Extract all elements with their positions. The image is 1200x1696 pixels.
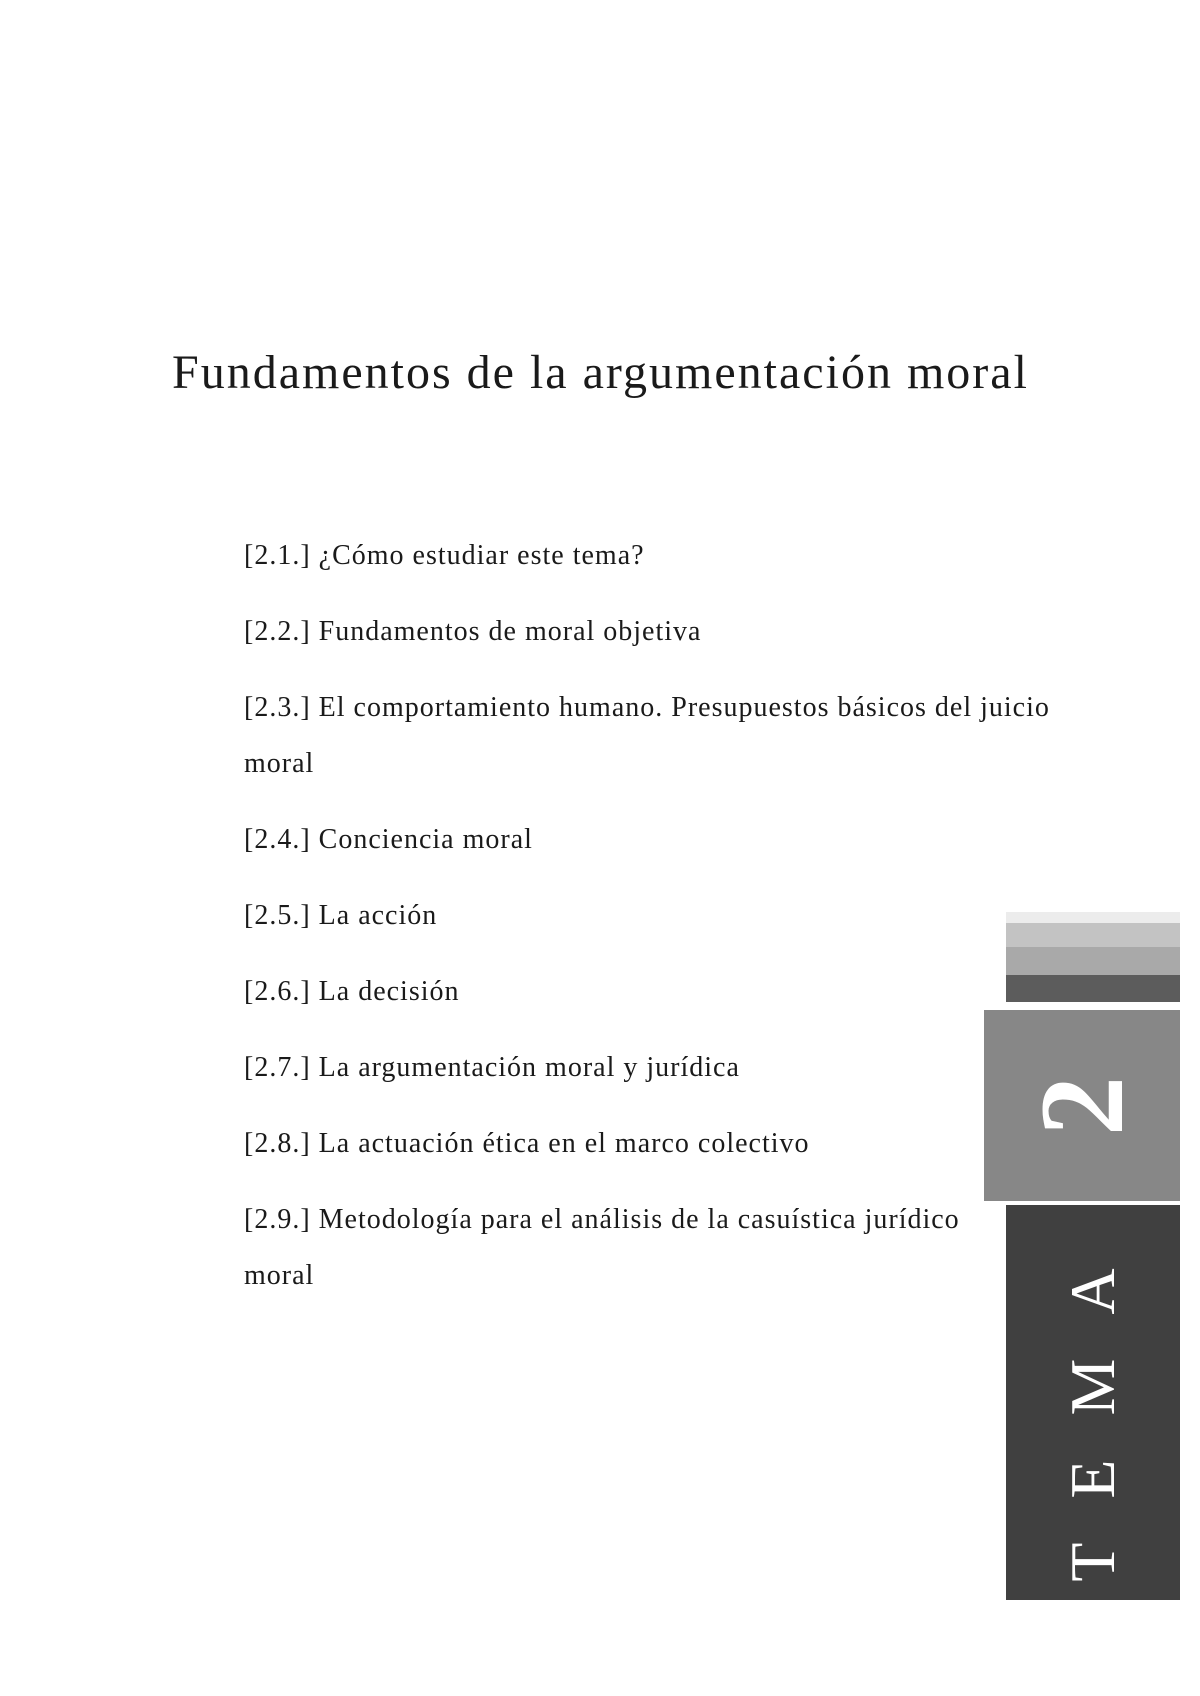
toc-item-2-5[interactable] (244, 888, 1114, 944)
toc-item-text: La acción (318, 900, 438, 931)
toc-item-number: [2.5.] (244, 900, 311, 931)
tab-stripe-dark (1006, 975, 1180, 1002)
table-of-contents (244, 528, 1114, 1324)
chapter-label-tab (1006, 1205, 1180, 1600)
toc-item-2-4[interactable] (244, 812, 1114, 868)
toc-item-2-1[interactable] (244, 528, 1114, 584)
tab-stripe-light (1006, 912, 1180, 923)
toc-item-number: [2.9.] (244, 1204, 311, 1235)
toc-item-text: Fundamentos de moral objetiva (318, 616, 702, 647)
toc-item-text: ¿Cómo estudiar este tema? (318, 540, 645, 571)
toc-item-2-2[interactable] (244, 604, 1114, 660)
chapter-number-tab (984, 1007, 1180, 1201)
chapter-label: TEMA (1057, 1223, 1128, 1582)
page-title: Fundamentos de la argumentación moral (172, 346, 1029, 399)
toc-item-number: [2.4.] (244, 824, 311, 855)
tab-stripe-mid (1006, 947, 1180, 975)
toc-item-2-3[interactable] (244, 680, 1114, 792)
toc-item-number: [2.2.] (244, 616, 311, 647)
toc-item-text: La argumentación moral y jurídica (318, 1052, 740, 1083)
toc-item-number: [2.1.] (244, 540, 311, 571)
toc-item-number: [2.3.] (244, 692, 311, 723)
tab-stripe-mid-light (1006, 923, 1180, 947)
toc-item-text: Metodología para el análisis de la casuística jurídico moral (244, 1204, 960, 1291)
toc-item-number: [2.8.] (244, 1128, 311, 1159)
toc-item-text: La actuación ética en el marco colectivo (318, 1128, 810, 1159)
toc-item-number: [2.7.] (244, 1052, 311, 1083)
toc-item-number: [2.6.] (244, 976, 311, 1007)
chapter-number: 2 (1015, 1075, 1148, 1136)
toc-item-2-9[interactable] (244, 1192, 984, 1304)
toc-item-text: Conciencia moral (318, 824, 533, 855)
toc-item-text: La decisión (318, 976, 460, 1007)
toc-item-text: El comportamiento humano. Presupuestos básicos del juicio moral (244, 692, 1050, 779)
